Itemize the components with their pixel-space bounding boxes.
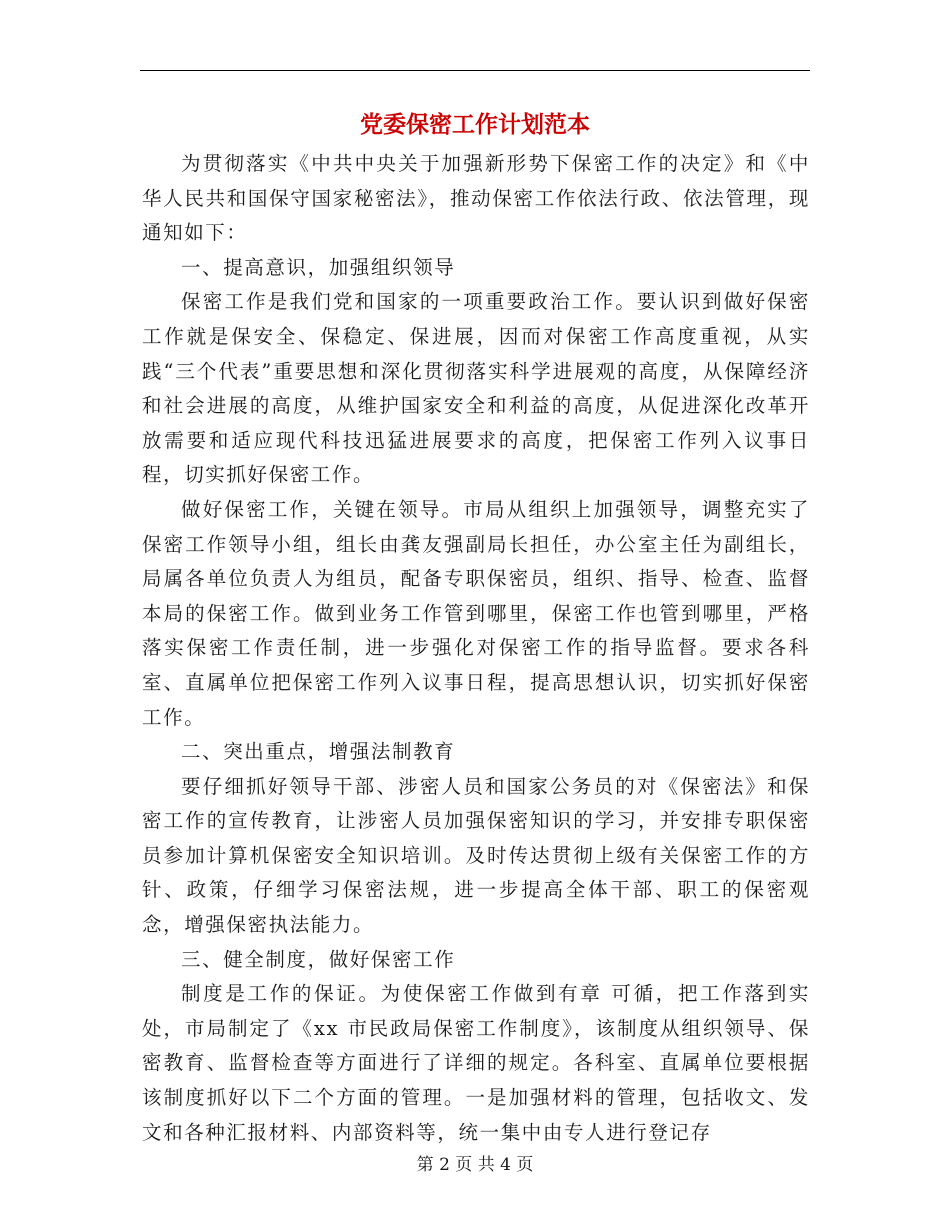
- body-paragraph: 做好保密工作，关键在领导。市局从组织上加强领导，调整充实了保密工作领导小组，组长由龚友强副局长担任，办公室主任为副组长，局属各单位负责人为组员，配备专职保密员，组织、指导、检查、监督本局的保密工作。做到业务工作管到哪里，保密工作也管到哪里，严格落实保密工作责任制，进一步强化对保密工作的指导监督。要求各科室、直属单位把保密工作列入议事日程，提高思想认识，切实抓好保密工作。: [142, 497, 810, 729]
- body-paragraph: 要仔细抓好领导干部、涉密人员和国家公务员的对《保密法》和保密工作的宣传教育，让涉密人员加强保密知识的学习，并安排专职保密员参加计算机保密安全知识培训。及时传达贯彻上级有关保密工作的方针、政策，仔细学习保密法规，进一步提高全体干部、职工的保密观念，增强保密执法能力。: [142, 774, 810, 937]
- body-paragraph: 制度是工作的保证。为使保密工作做到有章 可循，把工作落到实处，市局制定了《xx 市民政局保密工作制度》，该制度从组织领导、保密教育、监督检查等方面进行了详细的规定。各科室、直属单位要根据该制度抓好以下二个方面的管理。一是加强材料的管理，包括收文、发文和各种汇报材料、内部资料等，统一集中由专人进行登记存: [142, 982, 810, 1144]
- section-heading-2: 二、突出重点，增强法制教育: [181, 740, 456, 764]
- document-body: [142, 147, 810, 1150]
- page-number: 第 2 页 共 4 页: [416, 1155, 534, 1175]
- header-rule: [140, 70, 810, 71]
- section-heading-3: 三、健全制度，做好保密工作: [181, 947, 456, 971]
- intro-paragraph: 为贯彻落实《中共中央关于加强新形势下保密工作的决定》和《中华人民共和国保守国家秘密法》，推动保密工作依法行政、依法管理，现通知如下：: [142, 152, 810, 245]
- section-heading-1: 一、提高意识，加强组织领导: [181, 255, 456, 279]
- document-title: 党委保密工作计划范本: [360, 111, 590, 138]
- body-paragraph: 保密工作是我们党和国家的一项重要政治工作。要认识到做好保密工作就是保安全、保稳定、保进展，因而对保密工作高度重视，从实践“三个代表”重要思想和深化贯彻落实科学进展观的高度，从保障经济和社会进展的高度，从维护国家安全和利益的高度，从促进深化改革开放需要和适应现代科技迅猛进展要求的高度，把保密工作列入议事日程，切实抓好保密工作。: [142, 290, 810, 487]
